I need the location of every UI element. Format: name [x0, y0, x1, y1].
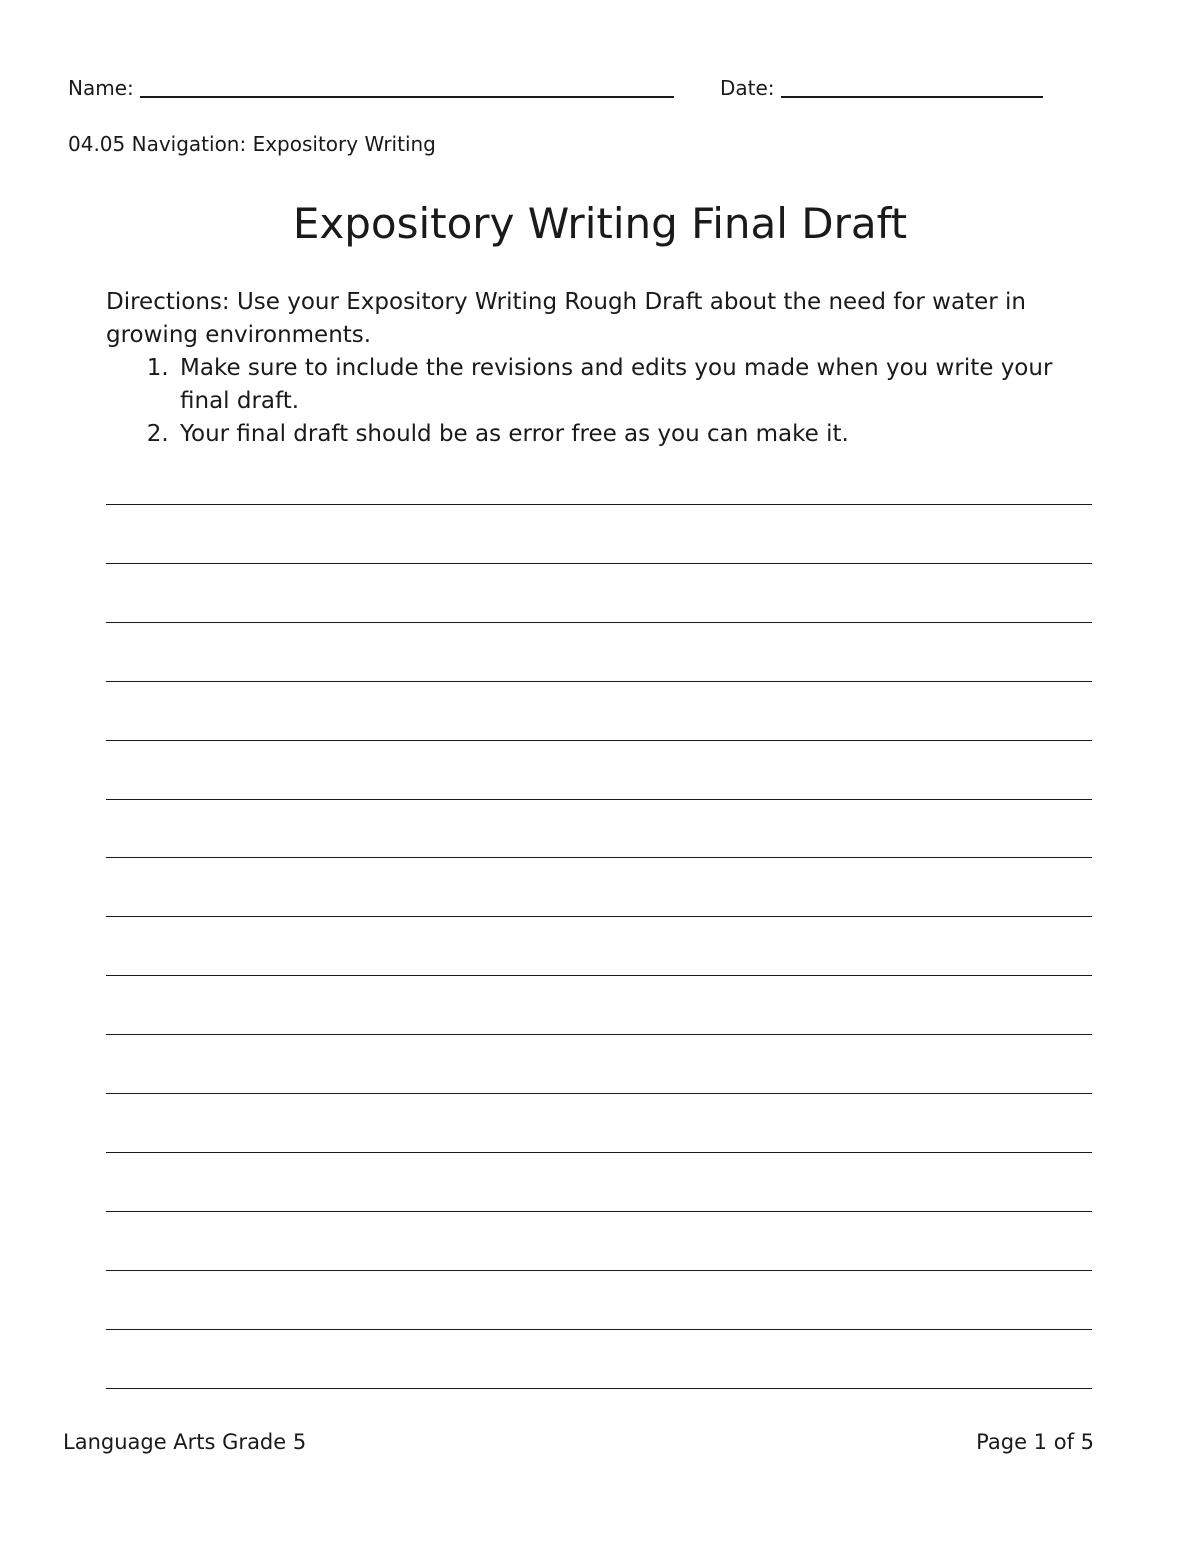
- directions-block: [106, 286, 1096, 451]
- writing-line[interactable]: [106, 1211, 1092, 1212]
- name-field[interactable]: [68, 74, 674, 102]
- header-row: [68, 74, 1068, 102]
- date-blank-line[interactable]: [781, 76, 1043, 98]
- date-label: Date:: [720, 76, 775, 100]
- writing-line[interactable]: [106, 1388, 1092, 1389]
- writing-line[interactable]: [106, 740, 1092, 741]
- writing-line[interactable]: [106, 1152, 1092, 1153]
- writing-line[interactable]: [106, 504, 1092, 505]
- footer-page-number: Page 1 of 5: [976, 1430, 1094, 1454]
- writing-line[interactable]: [106, 975, 1092, 976]
- writing-line[interactable]: [106, 681, 1092, 682]
- writing-line[interactable]: [106, 799, 1092, 800]
- writing-line[interactable]: [106, 1034, 1092, 1035]
- page-title: Expository Writing Final Draft: [292, 199, 908, 248]
- directions-intro: Directions: Use your Expository Writing Rough Draft about the need for water in growing environments.: [106, 289, 1026, 348]
- directions-steps: [106, 352, 1096, 451]
- directions-step: 1. Make sure to include the revisions and edits you made when you write your final draft.: [176, 352, 1096, 418]
- footer-course: Language Arts Grade 5: [63, 1430, 307, 1454]
- name-blank-line[interactable]: [140, 76, 674, 98]
- name-label: Name:: [68, 76, 134, 100]
- directions-step: 2. Your final draft should be as error free as you can make it.: [176, 418, 1096, 451]
- writing-line[interactable]: [106, 622, 1092, 623]
- writing-line[interactable]: [106, 1329, 1092, 1330]
- writing-line[interactable]: [106, 916, 1092, 917]
- writing-line[interactable]: [106, 563, 1092, 564]
- writing-line[interactable]: [106, 857, 1092, 858]
- writing-line[interactable]: [106, 1093, 1092, 1094]
- date-field[interactable]: [720, 74, 1043, 102]
- writing-line[interactable]: [106, 1270, 1092, 1271]
- course-lesson-line: 04.05 Navigation: Expository Writing: [68, 132, 436, 156]
